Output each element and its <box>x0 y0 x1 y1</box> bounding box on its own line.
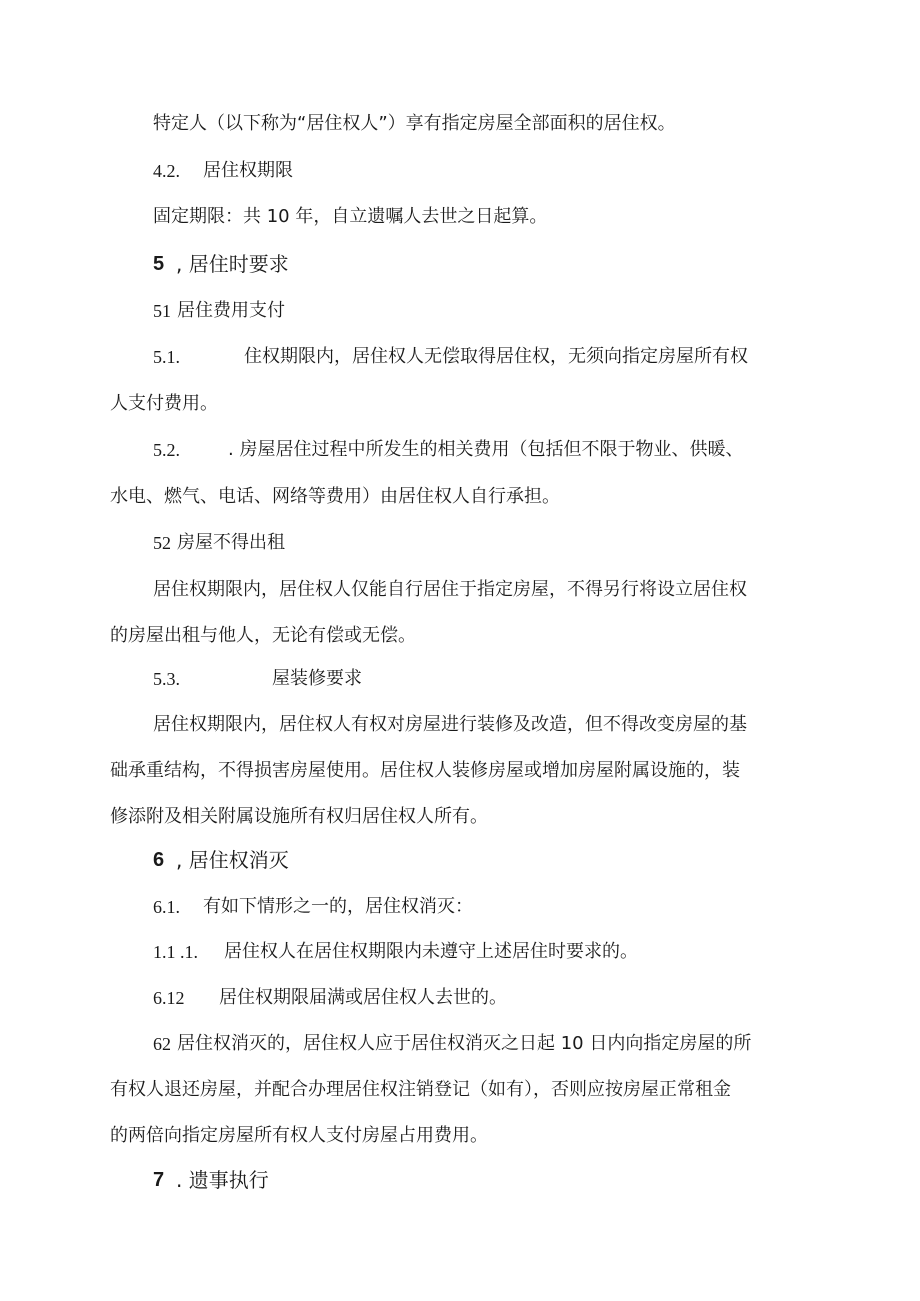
section-number: 7 <box>153 1169 165 1191</box>
clause-number: 5.2. <box>153 440 180 460</box>
section-title: , 居住时要求 <box>176 252 289 276</box>
section-number: 51 <box>153 301 171 321</box>
clause-number: 6.12 <box>153 988 185 1008</box>
paragraph-line <box>0 390 920 418</box>
clause-5-1 <box>0 343 920 371</box>
clause-5-2 <box>0 436 920 464</box>
section-heading-7 <box>0 1166 920 1194</box>
paragraph-line <box>0 757 920 785</box>
clause-text: . 房屋居住过程中所发生的相关费用（包括但不限于物业、供暖、 <box>228 439 744 460</box>
clause-6-1 <box>0 893 920 921</box>
paragraph-line <box>0 483 920 511</box>
clause-number: 5.1. <box>153 347 180 367</box>
clause-text: 住权期限内，居住权人无偿取得居住权，无须向指定房屋所有权 <box>244 346 748 367</box>
paragraph-line <box>0 576 920 604</box>
paragraph-line <box>0 711 920 739</box>
clause-text-cont: 的两倍向指定房屋所有权人支付房屋占用费用。 <box>110 1125 488 1146</box>
clause-text: 居住权消灭的，居住权人应于居住权消灭之日起 10 日内向指定房屋的所 <box>177 1033 752 1054</box>
paragraph-text: 础承重结构，不得损害房屋使用。居住权人装修房屋或增加房屋附属设施的，装 <box>110 760 740 781</box>
paragraph-text: 特定人（以下称为“居住权人”）享有指定房屋全部面积的居住权。 <box>153 113 676 134</box>
section-title: 房屋不得出租 <box>177 532 285 553</box>
section-title: , 居住权消灭 <box>176 848 289 872</box>
section-heading-4-2 <box>0 157 920 185</box>
section-title: 屋装修要求 <box>272 668 362 689</box>
section-heading-6 <box>0 846 920 874</box>
clause-number: 1.1 .1. <box>153 942 198 962</box>
section-heading-5-3 <box>0 665 920 693</box>
clause-text: 居住权人在居住权期限内未遵守上述居住时要求的。 <box>224 941 638 962</box>
section-number: 52 <box>153 533 171 553</box>
clause-text: 居住权期限届满或居住权人去世的。 <box>219 987 507 1008</box>
clause-text-cont: 人支付费用。 <box>110 393 218 414</box>
clause-1-1-1 <box>0 938 920 966</box>
section-number: 6 <box>153 849 165 871</box>
section-heading-52 <box>0 529 920 557</box>
section-title: 居住权期限 <box>203 160 293 181</box>
section-heading-5 <box>0 250 920 278</box>
paragraph-line <box>0 1122 920 1150</box>
section-heading-51 <box>0 297 920 325</box>
paragraph-line <box>0 1076 920 1104</box>
paragraph-text: 修添附及相关附属设施所有权归居住权人所有。 <box>110 806 488 827</box>
paragraph-line <box>0 203 920 231</box>
clause-text-cont: 水电、燃气、电话、网络等费用）由居住权人自行承担。 <box>110 486 560 507</box>
paragraph-line <box>0 110 920 138</box>
paragraph-text: 的房屋出租与他人，无论有偿或无偿。 <box>110 625 416 646</box>
section-title: . 遗事执行 <box>176 1168 269 1192</box>
section-title: 居住费用支付 <box>177 300 285 321</box>
clause-number: 62 <box>153 1034 171 1054</box>
clause-text-cont: 有权人退还房屋，并配合办理居住权注销登记（如有），否则应按房屋正常租金 <box>110 1079 731 1100</box>
clause-number: 6.1. <box>153 897 180 917</box>
paragraph-text: 居住权期限内，居住权人有权对房屋进行装修及改造，但不得改变房屋的基 <box>153 714 747 735</box>
section-number: 5 <box>153 253 165 275</box>
paragraph-text: 固定期限：共 10 年，自立遗嘱人去世之日起算。 <box>153 206 548 227</box>
paragraph-text: 居住权期限内，居住权人仅能自行居住于指定房屋，不得另行将设立居住权 <box>153 579 747 600</box>
clause-6-12 <box>0 984 920 1012</box>
clause-text: 有如下情形之一的，居住权消灭： <box>203 896 473 917</box>
paragraph-line <box>0 803 920 831</box>
section-number: 5.3. <box>153 669 180 689</box>
section-number: 4.2. <box>153 161 180 181</box>
paragraph-line <box>0 622 920 650</box>
clause-62 <box>0 1030 920 1058</box>
